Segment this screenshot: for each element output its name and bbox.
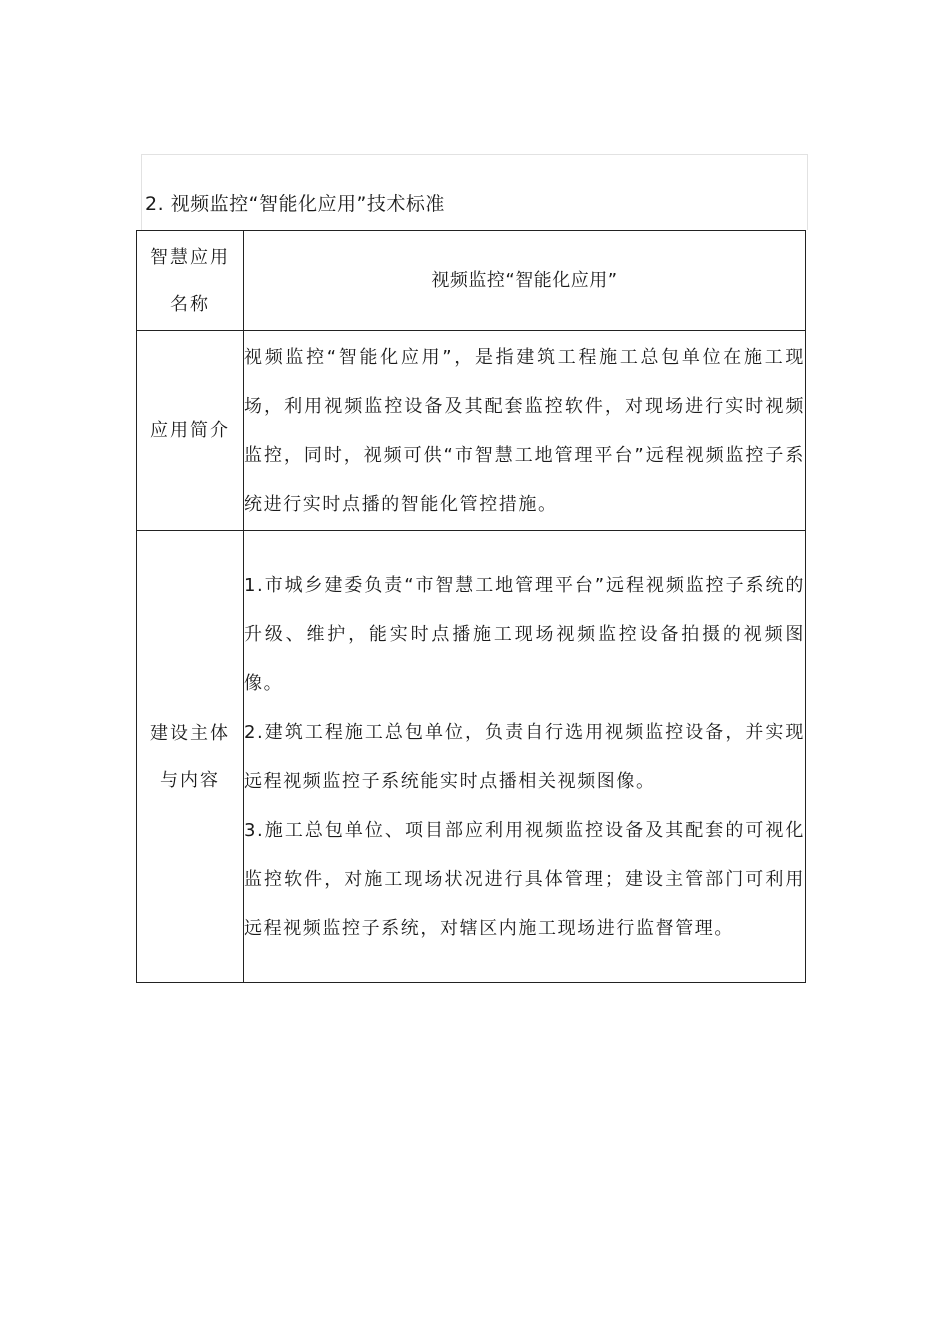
table-row (137, 231, 806, 331)
cell-text: 视频监控“智能化应用”，是指建筑工程施工总包单位在施工现场，利用视频监控设备及其配套监控软件，对现场进行实时视频监控，同时，视频可供“市智慧工地管理平台”远程视频监控子系统进行实时点播的智能化管控措施。 (244, 346, 805, 515)
row-content-app-name (244, 231, 806, 331)
section-heading-box (141, 154, 808, 230)
label-line: 建设主体 (150, 722, 230, 744)
row-label-app-name (137, 231, 244, 331)
content-item: 1.市城乡建委负责“市智慧工地管理平台”远程视频监控子系统的升级、维护，能实时点播施工现场视频监控设备拍摄的视频图像。 (244, 574, 805, 694)
standard-table (136, 230, 806, 983)
section-heading: 2. 视频监控“智能化应用”技术标准 (145, 193, 445, 215)
row-label-subject (137, 531, 244, 983)
table-row (137, 331, 806, 531)
label-line: 智慧应用 (150, 246, 230, 268)
row-label-intro (137, 331, 244, 531)
label-line: 应用简介 (150, 420, 230, 441)
label-line: 与内容 (160, 769, 220, 791)
cell-text: 视频监控“智能化应用” (431, 270, 618, 291)
row-content-subject (244, 531, 806, 983)
label-line: 名称 (170, 293, 210, 315)
content-item: 3.施工总包单位、项目部应利用视频监控设备及其配套的可视化监控软件，对施工现场状况进行具体管理；建设主管部门可利用远程视频监控子系统，对辖区内施工现场进行监督管理。 (244, 819, 805, 939)
table-row (137, 531, 806, 983)
row-content-intro (244, 331, 806, 531)
content-item: 2.建筑工程施工总包单位，负责自行选用视频监控设备，并实现远程视频监控子系统能实时点播相关视频图像。 (244, 721, 805, 792)
